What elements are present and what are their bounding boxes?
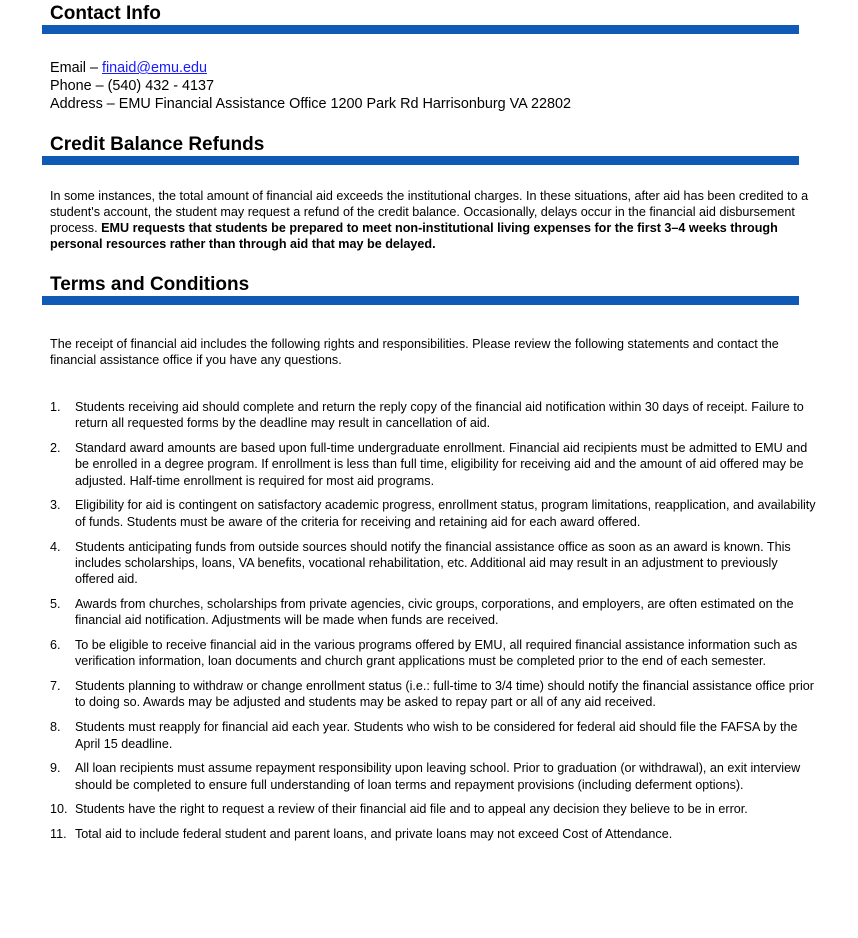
terms-item-text: Awards from churches, scholarships from private agencies, civic groups, corporations, and employers, are often estimated on the financial aid notification. Adjustments will be made when funds are received.	[75, 596, 794, 628]
terms-item-text: Students planning to withdraw or change enrollment status (i.e.: full-time to 3/4 time) should notify the financial assistance office prior to doing so. Awards may be adjusted and students may be asked to repay part or all of any aid received.	[75, 679, 814, 710]
refunds-emphasis: EMU requests that students be prepared to meet non-institutional living expenses for the first 3–4 weeks through personal resources rather than through aid that may be delayed.	[50, 221, 778, 251]
section-divider	[42, 25, 799, 34]
email-link[interactable]: finaid@emu.edu	[101, 60, 207, 76]
terms-item-text: All loan recipients must assume repayment responsibility upon leaving school. Prior to graduation (or withdrawal), an exit interview should be completed to ensure full understanding of loan terms and repayment provisions (including deferment options).	[75, 761, 801, 792]
terms-item	[50, 826, 820, 842]
section-divider	[42, 156, 799, 165]
terms-item	[50, 440, 820, 489]
terms-item-text: Students must reapply for financial aid each year. Students who wish to be considered for federal aid should file the FAFSA by the April 15 deadline.	[75, 720, 798, 751]
terms-item-number: 5.	[50, 596, 61, 611]
section-divider	[42, 296, 799, 305]
phone-line: Phone – (540) 432 - 4137	[50, 78, 215, 94]
terms-item	[50, 801, 820, 817]
terms-item-text: Standard award amounts are based upon full-time undergraduate enrollment. Financial aid recipients must be admitted to EMU and be enrolled in a degree program. If enrollment is less than full time, eligibility for receiving aid and the amount of aid offered may be adjusted. Half-time enrollment is required for most aid programs.	[75, 441, 808, 488]
terms-item-number: 3.	[50, 498, 61, 513]
terms-item-text: Eligibility for aid is contingent on satisfactory academic progress, enrollment status, program limitations, reapplication, and availability of funds. Students must be aware of the criteria for receiving and retaining aid for each award offered.	[75, 498, 816, 529]
terms-item-number: 2.	[50, 441, 61, 456]
terms-item	[50, 678, 820, 711]
terms-list	[50, 399, 820, 851]
terms-item-text: Students receiving aid should complete and return the reply copy of the financial aid notification within 30 days of receipt. Failure to return all requested forms by the deadline may result in cancellation of aid.	[75, 400, 804, 431]
terms-item	[50, 719, 820, 752]
terms-item	[50, 637, 820, 670]
terms-item	[50, 497, 820, 530]
terms-item-number: 4.	[50, 539, 61, 554]
terms-item-number: 6.	[50, 638, 61, 653]
refunds-paragraph	[50, 188, 810, 252]
terms-item	[50, 596, 820, 629]
terms-item-text: Students have the right to request a review of their financial aid file and to appeal any decision they believe to be in error.	[75, 802, 748, 817]
email-line	[50, 59, 571, 77]
credit-balance-refunds-heading: Credit Balance Refunds	[50, 134, 265, 155]
refunds-text: In some instances, the total amount of financial aid exceeds the institutional charges. In these situations, after aid has been credited to a student's account, the student may request a refund of the credit balance. Occasionally, delays occur in the financial aid disbursement process.	[50, 189, 809, 235]
terms-item-number: 10.	[50, 802, 68, 817]
terms-item	[50, 399, 820, 432]
terms-and-conditions-heading: Terms and Conditions	[50, 274, 250, 295]
terms-item	[50, 539, 820, 588]
terms-item-number: 1.	[50, 400, 61, 414]
contact-info-block	[50, 59, 571, 113]
email-label: Email –	[50, 60, 102, 76]
terms-item-number: 7.	[50, 679, 61, 694]
terms-intro: The receipt of financial aid includes the following rights and responsibilities. Please review the following statements and contact the financial assistance office if you have any questions.	[50, 337, 779, 367]
terms-item	[50, 760, 820, 793]
contact-info-heading: Contact Info	[50, 3, 161, 24]
address-line: Address – EMU Financial Assistance Office 1200 Park Rd Harrisonburg VA 22802	[50, 96, 571, 112]
terms-item-text: To be eligible to receive financial aid in the various programs offered by EMU, all required financial assistance information such as verification information, loan documents and church grant applications must be completed prior to the end of each semester.	[75, 638, 798, 669]
terms-item-text: Students anticipating funds from outside sources should notify the financial assistance office as soon as an award is known. This includes scholarships, loans, VA benefits, vocational rehabilitation, etc. Additional aid may result in an adjustment to previously offered aid.	[75, 539, 791, 587]
terms-item-number: 8.	[50, 720, 61, 735]
terms-item-text: Total aid to include federal student and parent loans, and private loans may not exceed Cost of Attendance.	[75, 827, 673, 842]
terms-item-number: 11.	[50, 827, 67, 842]
terms-item-number: 9.	[50, 761, 61, 776]
